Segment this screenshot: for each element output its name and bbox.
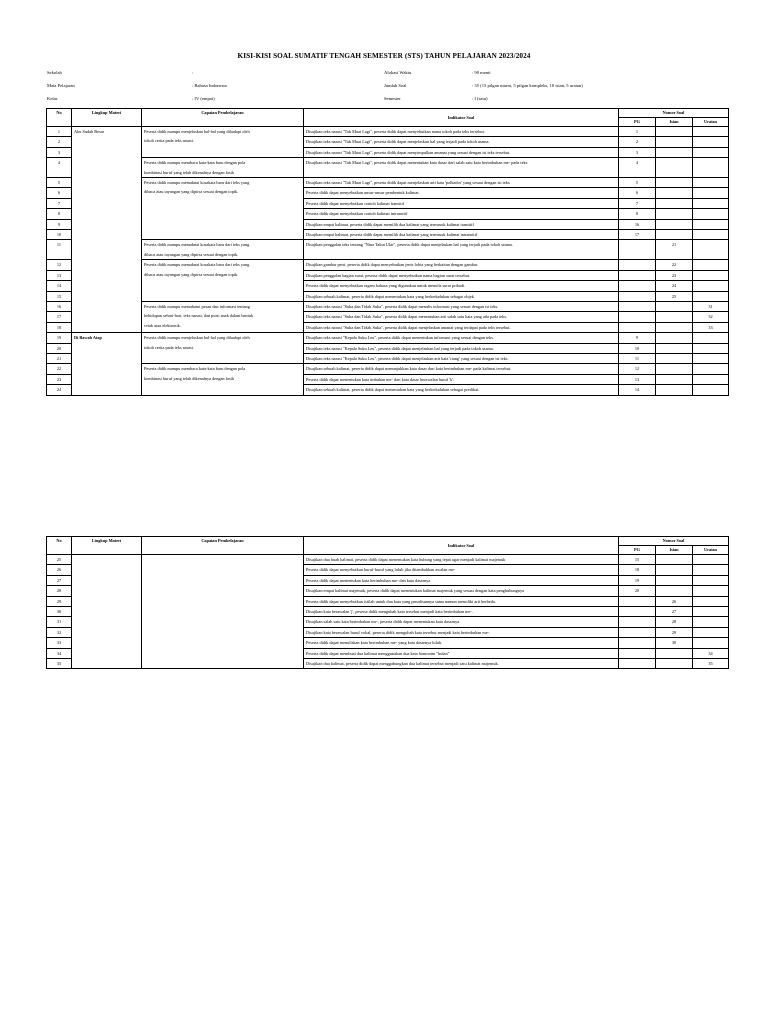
row-no: 14	[47, 281, 72, 291]
row-no: 23	[47, 374, 72, 384]
isian-cell	[656, 147, 693, 157]
indikator-cell: Disajikan sebuah kalimat, peserta didik dapat menentukan kata yang berkedudukan sebagai predikat.	[304, 385, 619, 395]
semester-value: : I (satu)	[472, 96, 488, 101]
pg-cell	[619, 281, 656, 291]
capaian-line: Peserta didik mampu memahami pesan dan informasi tentang	[144, 303, 250, 309]
pg-cell	[619, 260, 656, 270]
isian-cell	[656, 353, 693, 363]
isian-cell	[656, 333, 693, 343]
sekolah-value: :	[192, 70, 194, 75]
col-pg: PG	[619, 118, 656, 127]
pg-cell: 11	[619, 353, 656, 363]
indikator-cell: Disajikan salah satu kata berimbuhan me-, peserta didik dapat menentukan kata dasarnya.	[304, 617, 619, 627]
row-no: 28	[47, 586, 72, 596]
indikator-cell: Peserta didik dapat menyebutkan ragam bahasa yang digunakan untuk menulis surat pribadi.	[304, 281, 619, 291]
uraian-cell	[693, 565, 729, 575]
isian-cell	[656, 555, 693, 565]
mapel-label: Mata Pelajaran	[47, 83, 75, 88]
mapel-value: : Bahasa Indonesia	[192, 83, 227, 88]
capaian-cell	[142, 555, 304, 669]
capaian-line: Peserta didik mampu membaca kata-kata baru dengan pola	[144, 160, 246, 166]
indikator-cell: Disajikan teks narasi "Tak Muat Lagi", peserta didik dapat menjelaskan hal yang terjadi pada tokoh utama.	[304, 137, 619, 147]
row-no: 33	[47, 638, 72, 648]
uraian-cell	[693, 353, 729, 363]
sekolah-label: Sekolah	[47, 70, 62, 75]
table-row	[47, 158, 729, 178]
pg-cell: 2	[619, 137, 656, 147]
capaian-line: Peserta didik mampu membaca kata-kata baru dengan pola	[144, 366, 246, 372]
uraian-cell	[693, 374, 729, 384]
capaian-line: kombinasi huruf yang telah dikenalnya dengan fasih	[144, 375, 234, 381]
capaian-line: tokoh cerita pada teks narasi.	[144, 344, 194, 350]
isian-cell: 24	[656, 281, 693, 291]
uraian-cell: 33	[693, 322, 729, 332]
alokasi-value: : 90 menit	[472, 70, 491, 75]
isian-cell	[656, 188, 693, 198]
indikator-cell: Disajikan kata berawalan 'j', peserta didik mengubah kata tersebut menjadi kata berimbuhan me-.	[304, 607, 619, 617]
isian-cell: 26	[656, 596, 693, 606]
isian-cell: 27	[656, 607, 693, 617]
uraian-cell	[693, 607, 729, 617]
pg-cell	[619, 270, 656, 280]
capaian-line: Peserta didik mampu memaknai kosakata baru dari teks yang	[144, 242, 250, 248]
pg-cell: 18	[619, 565, 656, 575]
pg-cell	[619, 659, 656, 669]
uraian-cell	[693, 586, 729, 596]
uraian-cell	[693, 627, 729, 637]
uraian-cell	[693, 575, 729, 585]
row-no: 5	[47, 178, 72, 188]
semester-label: Semester	[384, 96, 401, 101]
row-no: 34	[47, 648, 72, 658]
table-row	[47, 127, 729, 137]
isian-cell	[656, 565, 693, 575]
uraian-cell	[693, 137, 729, 147]
col-indikator: Indikator Soal	[304, 109, 619, 127]
pg-cell	[619, 291, 656, 301]
table-row	[47, 240, 729, 260]
alokasi-label: Alokasi Waktu	[384, 70, 412, 75]
uraian-cell	[693, 270, 729, 280]
uraian-cell: 35	[693, 659, 729, 669]
isian-cell: 21	[656, 240, 693, 260]
lingkup-materi-cell: Di Bawah Atap	[72, 333, 142, 395]
col-lingkup: Lingkup Materi	[72, 537, 142, 555]
uraian-cell	[693, 638, 729, 648]
row-no: 16	[47, 301, 72, 311]
isian-cell	[656, 137, 693, 147]
pg-cell: 7	[619, 198, 656, 208]
pg-cell: 19	[619, 575, 656, 585]
uraian-cell	[693, 230, 729, 240]
pg-cell: 12	[619, 364, 656, 374]
pg-cell: 3	[619, 147, 656, 157]
pg-cell	[619, 617, 656, 627]
uraian-cell: 31	[693, 301, 729, 311]
uraian-cell	[693, 260, 729, 270]
indikator-cell: Disajikan teks narasi "Kepala Suku Leu", peserta didik dapat menjelaskan arti kata 'riang' yang sesuai dengan isi teks.	[304, 353, 619, 363]
capaian-line: Peserta didik mampu menjelaskan hal-hal yang dihadapi oleh	[144, 335, 250, 341]
indikator-cell: Disajikan dua buah kalimat, peserta didik dapat menentukan kata hubung yang tepat agar menjadi kalimat majemuk	[304, 555, 619, 565]
capaian-line: dibaca atau tayangan yang dipirsa sesuai dengan topik.	[144, 271, 239, 277]
row-no: 6	[47, 188, 72, 198]
uraian-cell: 34	[693, 648, 729, 658]
capaian-line: dibaca atau tayangan yang dipirsa sesuai dengan topik.	[144, 189, 239, 195]
jumlah-label: Jumlah Soal	[384, 83, 407, 88]
indikator-cell: Disajikan teks narasi "Suka dan Tidak Suka", peserta didik dapat menjelaskan amanat yang terdapat pada teks tersebut.	[304, 322, 619, 332]
capaian-line: Peserta didik mampu menjelaskan hal-hal yang dihadapi oleh	[144, 129, 250, 134]
isian-cell: 25	[656, 291, 693, 301]
col-indikator: Indikator Soal	[304, 537, 619, 555]
isian-cell	[656, 374, 693, 384]
row-no: 2	[47, 137, 72, 147]
indikator-cell: Peserta didik dapat menyebutkan istilah untuk dua kata yang penulisannya sama namun memiliki arti berbeda.	[304, 596, 619, 606]
uraian-cell	[693, 188, 729, 198]
indikator-cell: Disajikan dua kalimat, peserta didik dapat menggabungkan dua kalimat tersebut menjadi satu kalimat majemuk.	[304, 659, 619, 669]
uraian-cell	[693, 158, 729, 178]
row-no: 12	[47, 260, 72, 270]
isian-cell: 22	[656, 260, 693, 270]
pg-cell: 5	[619, 178, 656, 188]
row-no: 32	[47, 627, 72, 637]
uraian-cell	[693, 333, 729, 343]
isian-cell	[656, 127, 693, 137]
indikator-cell: Disajikan teks narasi "Tak Muat Lagi", peserta didik dapat menyimpulkan amanat yang sesuai dengan isi teks tersebut.	[304, 147, 619, 157]
isian-cell	[656, 575, 693, 585]
capaian-line: kehidupan sehari-hari, teks narasi, dan puisi anak dalam bentuk	[144, 313, 254, 319]
capaian-cell	[142, 333, 304, 364]
indikator-cell: Disajikan teks narasi "Suka dan Tidak Suka", peserta didik dapat menulis informasi yang sesuai dengan isi teks.	[304, 301, 619, 311]
indikator-cell: Peserta didik dapat menyebutkan unsur-unsur pembentuk kalimat.	[304, 188, 619, 198]
pg-cell	[619, 596, 656, 606]
col-uraian: Uraian	[693, 546, 729, 555]
table-row	[47, 364, 729, 374]
pg-cell: 15	[619, 555, 656, 565]
col-no: No	[47, 537, 72, 555]
isian-cell	[656, 385, 693, 395]
col-capaian: Capaian Pembelajaran	[142, 537, 304, 555]
row-no: 25	[47, 555, 72, 565]
row-no: 26	[47, 565, 72, 575]
isian-cell	[656, 648, 693, 658]
pg-cell: 13	[619, 374, 656, 384]
indikator-cell: Peserta didik dapat membuat dua kalimat menggunakan dua kata homonim "bulan"	[304, 648, 619, 658]
row-no: 30	[47, 607, 72, 617]
indikator-cell: Peserta didik dapat menyebutkan huruf-huruf yang luluh jika ditambahkan awalan me-	[304, 565, 619, 575]
row-no: 29	[47, 596, 72, 606]
row-no: 15	[47, 291, 72, 301]
indikator-cell: Disajikan penggalan bagian surat, peserta didik dapat menyebutkan nama bagian surat tersebut.	[304, 270, 619, 280]
pg-cell	[619, 638, 656, 648]
indikator-cell: Disajikan teks narasi "Kepala Suku Leu", peserta didik dapat menjelaskan hal yang terjadi pada tokoh utama.	[304, 343, 619, 353]
lingkup-materi-cell	[72, 555, 142, 669]
capaian-line: cetak atau elektronik.	[144, 322, 181, 328]
table-row	[47, 178, 729, 188]
pg-cell	[619, 648, 656, 658]
isian-cell	[656, 364, 693, 374]
isian-cell: 29	[656, 627, 693, 637]
row-no: 7	[47, 198, 72, 208]
indikator-cell: Peserta didik dapat menentukan kata imbuhan me- dari kata dasar berawalan huruf 'k'.	[304, 374, 619, 384]
pg-cell: 4	[619, 158, 656, 178]
capaian-cell	[142, 127, 304, 158]
indikator-cell: Disajikan sebuah kalimat, peserta didik dapat menentukan kata yang berkedudukan sebagai objek.	[304, 291, 619, 301]
pg-cell: 6	[619, 188, 656, 198]
pg-cell: 16	[619, 219, 656, 229]
capaian-cell	[142, 301, 304, 332]
indikator-cell: Disajikan empat kalimat majemuk, peserta didik dapat menentukan kalimat majemuk yang sesuai dengan kata penghubungnya	[304, 586, 619, 596]
pg-cell	[619, 322, 656, 332]
capaian-cell	[142, 260, 304, 302]
indikator-cell: Disajikan empat kalimat, peserta didik dapat memilih dua kalimat yang termasuk kalimat transitif	[304, 219, 619, 229]
capaian-line: tokoh cerita pada teks narasi.	[144, 138, 194, 144]
row-no: 20	[47, 343, 72, 353]
indikator-cell: Disajikan gambar petri, peserta didik dapat menyebutkan jenis fobia yang berkaitan dengan gambar.	[304, 260, 619, 270]
pg-cell: 14	[619, 385, 656, 395]
isian-cell	[656, 158, 693, 178]
kisi-kisi-table-1	[46, 108, 729, 396]
col-nomor-soal: Nomor Soal	[619, 537, 729, 546]
isian-cell	[656, 230, 693, 240]
pg-cell: 20	[619, 586, 656, 596]
indikator-cell: Disajikan teks narasi "Tak Muat Lagi", peserta didik dapat menentukan kata dasar dari salah satu kata berimbuhan me- pada teks.	[304, 158, 619, 178]
col-no: No	[47, 109, 72, 127]
isian-cell	[656, 209, 693, 219]
capaian-cell	[142, 158, 304, 178]
isian-cell	[656, 312, 693, 322]
pg-cell	[619, 301, 656, 311]
isian-cell	[656, 343, 693, 353]
indikator-cell: Disajikan sebuah kalimat, peserta didik dapat menunjukkan kata dasar dari kata berimbuhan me- pada kalimat tersebut.	[304, 364, 619, 374]
col-capaian: Capaian Pembelajaran	[142, 109, 304, 127]
row-no: 13	[47, 270, 72, 280]
indikator-cell: Peserta didik dapat menentukan kata berimbuhan me- dan kata dasarnya	[304, 575, 619, 585]
uraian-cell	[693, 198, 729, 208]
isian-cell: 28	[656, 617, 693, 627]
capaian-line: Peserta didik mampu memaknai kosakata baru dari teks yang	[144, 262, 250, 268]
indikator-cell: Disajikan teks narasi "Tak Muat Lagi", peserta didik dapat menyebutkan nama tokoh pada teks tersebut.	[304, 127, 619, 137]
capaian-line: kombinasi huruf yang telah dikenalnya dengan fasih	[144, 169, 234, 175]
pg-cell: 17	[619, 230, 656, 240]
col-isian: Isian	[656, 118, 693, 127]
pg-cell: 10	[619, 343, 656, 353]
capaian-cell	[142, 240, 304, 260]
row-no: 11	[47, 240, 72, 260]
indikator-cell: Disajikan penggalan teks tentang "Nina Takut Ular", peserta didik dapat menjelaskan hal yang terjadi pada tokoh utama.	[304, 240, 619, 260]
document-title: KISI-KISI SOAL SUMATIF TENGAH SEMESTER (STS) TAHUN PELAJARAN 2023/2024	[237, 52, 531, 60]
row-no: 21	[47, 353, 72, 363]
capaian-line: dibaca atau tayangan yang dipirsa sesuai dengan topik.	[144, 251, 239, 257]
uraian-cell	[693, 209, 729, 219]
indikator-cell: Disajikan teks narasi "Kepala Suku Leu", peserta didik dapat menentukan informasi yang sesuai dengan teks.	[304, 333, 619, 343]
row-no: 31	[47, 617, 72, 627]
uraian-cell	[693, 147, 729, 157]
pg-cell	[619, 312, 656, 322]
col-nomor-soal: Nomor Soal	[619, 109, 729, 118]
isian-cell	[656, 219, 693, 229]
table-row	[47, 301, 729, 311]
indikator-cell: Disajikan teks narasi "Suka dan Tidak Suka", peserta didik dapat menentukan arti salah satu kata yang ada pada teks.	[304, 312, 619, 322]
table-row	[47, 555, 729, 565]
row-no: 22	[47, 364, 72, 374]
col-pg: PG	[619, 546, 656, 555]
isian-cell	[656, 198, 693, 208]
uraian-cell	[693, 364, 729, 374]
uraian-cell	[693, 127, 729, 137]
indikator-cell: Peserta didik dapat menuliskan kata berimbuhan me- yang kata dasarnya luluh.	[304, 638, 619, 648]
uraian-cell	[693, 291, 729, 301]
indikator-cell: Peserta didik dapat menyebutkan contoh kalimat intransitif	[304, 209, 619, 219]
row-no: 17	[47, 312, 72, 322]
isian-cell: 23	[656, 270, 693, 280]
isian-cell	[656, 659, 693, 669]
uraian-cell	[693, 596, 729, 606]
capaian-cell	[142, 178, 304, 240]
isian-cell	[656, 586, 693, 596]
pg-cell	[619, 607, 656, 617]
capaian-cell	[142, 364, 304, 395]
kisi-kisi-table-2	[46, 536, 729, 669]
row-no: 3	[47, 147, 72, 157]
pg-cell: 1	[619, 127, 656, 137]
pg-cell	[619, 240, 656, 260]
indikator-cell: Disajikan teks narasi "Tak Muat Lagi", peserta didik dapat menjelaskan arti kata 'polkador' yang sesuai dengan isi teks.	[304, 178, 619, 188]
kelas-value: : IV (empat)	[192, 96, 215, 101]
row-no: 35	[47, 659, 72, 669]
kelas-label: Kelas	[47, 96, 58, 101]
pg-cell	[619, 627, 656, 637]
indikator-cell: Disajikan kata berawalan huruf vokal, peserta didik mengubah kata tersebut menjadi kata berimbuhan me-.	[304, 627, 619, 637]
uraian-cell: 32	[693, 312, 729, 322]
row-no: 4	[47, 158, 72, 178]
pg-cell: 8	[619, 209, 656, 219]
col-uraian: Uraian	[693, 118, 729, 127]
uraian-cell	[693, 617, 729, 627]
indikator-cell: Disajikan empat kalimat, peserta didik dapat memilih dua kalimat yang termasuk kalimat intransitif	[304, 230, 619, 240]
uraian-cell	[693, 385, 729, 395]
col-isian: Isian	[656, 546, 693, 555]
uraian-cell	[693, 555, 729, 565]
row-no: 18	[47, 322, 72, 332]
row-no: 27	[47, 575, 72, 585]
table-row	[47, 333, 729, 343]
row-no: 9	[47, 219, 72, 229]
row-no: 1	[47, 127, 72, 137]
table-row	[47, 260, 729, 270]
row-no: 10	[47, 230, 72, 240]
row-no: 19	[47, 333, 72, 343]
jumlah-value: : 35 (15 pilgan murni, 5 pilgan kompleks, 10 isian, 5 uraian)	[472, 83, 583, 88]
uraian-cell	[693, 178, 729, 188]
uraian-cell	[693, 219, 729, 229]
lingkup-materi-cell: Aku Sudah Besar	[72, 127, 142, 333]
uraian-cell	[693, 343, 729, 353]
row-no: 8	[47, 209, 72, 219]
isian-cell	[656, 322, 693, 332]
isian-cell	[656, 301, 693, 311]
row-no: 24	[47, 385, 72, 395]
uraian-cell	[693, 281, 729, 291]
pg-cell: 9	[619, 333, 656, 343]
indikator-cell: Peserta didik dapat menyebutkan contoh kalimat transitif	[304, 198, 619, 208]
col-lingkup: Lingkup Materi	[72, 109, 142, 127]
isian-cell: 30	[656, 638, 693, 648]
uraian-cell	[693, 240, 729, 260]
capaian-line: Peserta didik mampu memaknai kosakata baru dari teks yang	[144, 180, 250, 186]
isian-cell	[656, 178, 693, 188]
